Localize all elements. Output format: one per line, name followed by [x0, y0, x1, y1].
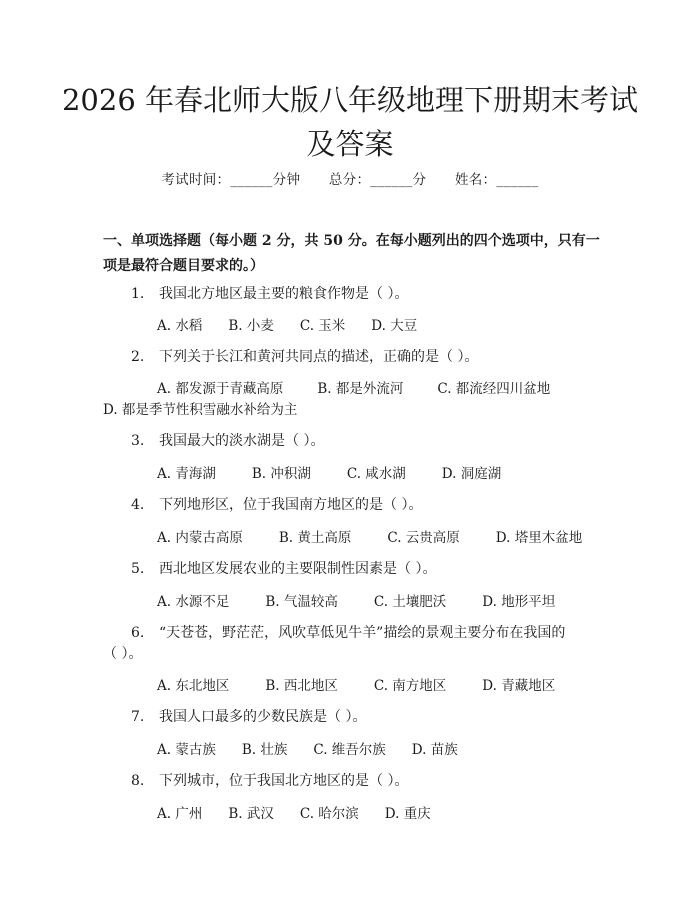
- option-b[interactable]: B. 冲积湖: [251, 466, 311, 482]
- question-number: 4.: [131, 497, 145, 513]
- title-line-1: 2026 年春北师大版八年级地理下册期末考试: [61, 83, 639, 117]
- option-a[interactable]: A. 都发源于青藏高原: [157, 381, 284, 397]
- option-d[interactable]: D. 大豆: [371, 318, 418, 334]
- question-number: 6.: [131, 625, 145, 641]
- total-score-field: 总分：______分: [328, 172, 427, 188]
- options-8: [157, 802, 457, 822]
- question-1: [131, 283, 408, 303]
- option-d[interactable]: D. 塔里木盆地: [495, 530, 583, 546]
- option-d[interactable]: D. 重庆: [384, 806, 431, 822]
- option-c[interactable]: C. 咸水湖: [346, 466, 406, 482]
- question-7: [131, 706, 366, 726]
- question-text: 下列关于长江和黄河共同点的描述，正确的是（ ）。: [159, 349, 479, 365]
- options-2-overflow: [103, 398, 323, 418]
- option-b[interactable]: B. 小麦: [228, 318, 274, 334]
- option-a[interactable]: A. 蒙古族: [157, 742, 216, 758]
- options-7: [157, 738, 484, 758]
- option-c[interactable]: C. 都流经四川盆地: [437, 381, 551, 397]
- option-d[interactable]: D. 苗族: [411, 742, 458, 758]
- title-line-2: 及答案: [306, 127, 394, 161]
- option-a[interactable]: A. 广州: [157, 806, 203, 822]
- question-5: [131, 558, 436, 578]
- options-1: [157, 314, 443, 334]
- option-b[interactable]: B. 都是外流河: [317, 381, 404, 397]
- question-8: [131, 770, 408, 790]
- options-4: [157, 526, 618, 546]
- question-text-continued: （ ）。: [103, 646, 143, 662]
- options-3: [157, 462, 537, 482]
- question-text: 我国最大的淡水湖是（ ）。: [159, 433, 325, 449]
- option-a[interactable]: A. 青海湖: [157, 466, 216, 482]
- option-d[interactable]: D. 都是季节性积雪融水补给为主: [103, 402, 298, 418]
- question-3: [131, 430, 324, 450]
- option-a[interactable]: A. 东北地区: [157, 678, 230, 694]
- question-4: [131, 494, 422, 514]
- options-5: [157, 590, 591, 610]
- option-b[interactable]: B. 西北地区: [265, 678, 338, 694]
- question-number: 8.: [131, 773, 145, 789]
- question-number: 1.: [131, 286, 145, 302]
- question-6-continued: [103, 643, 142, 663]
- option-d[interactable]: D. 青藏地区: [482, 678, 556, 694]
- option-a[interactable]: A. 水源不足: [157, 594, 230, 610]
- option-b[interactable]: B. 武汉: [228, 806, 274, 822]
- option-c[interactable]: C. 维吾尔族: [313, 742, 386, 758]
- question-text: 我国人口最多的少数民族是（ ）。: [159, 709, 367, 725]
- option-a[interactable]: A. 内蒙古高原: [157, 530, 243, 546]
- question-number: 2.: [131, 349, 145, 365]
- name-field: 姓名：______: [454, 172, 539, 188]
- question-text: 西北地区发展农业的主要限制性因素是（ ）。: [159, 561, 437, 577]
- option-c[interactable]: C. 南方地区: [373, 678, 447, 694]
- option-a[interactable]: A. 水稻: [157, 318, 203, 334]
- option-d[interactable]: D. 地形平坦: [482, 594, 556, 610]
- exam-meta: [0, 168, 700, 188]
- options-2: [157, 377, 584, 397]
- option-c[interactable]: C. 哈尔滨: [299, 806, 359, 822]
- question-text: 我国北方地区最主要的粮食作物是（ ）。: [159, 286, 409, 302]
- option-b[interactable]: B. 气温较高: [265, 594, 338, 610]
- question-6: [131, 622, 565, 642]
- option-c[interactable]: C. 土壤肥沃: [373, 594, 447, 610]
- option-d[interactable]: D. 洞庭湖: [441, 466, 502, 482]
- option-b[interactable]: B. 黄土高原: [278, 530, 352, 546]
- question-text: 下列地形区，位于我国南方地区的是（ ）。: [159, 497, 423, 513]
- question-number: 3.: [131, 433, 145, 449]
- exam-time-field: 考试时间：______分钟: [161, 172, 301, 188]
- section-heading: 一、单项选择题（每小题 2 分，共 50 分。在每小题列出的四个选项中，只有一项是最符合题目要求的。）: [103, 233, 600, 274]
- options-6: [157, 674, 591, 694]
- option-b[interactable]: B. 壮族: [241, 742, 288, 758]
- question-number: 7.: [131, 709, 145, 725]
- question-2: [131, 346, 478, 366]
- option-c[interactable]: C. 云贵高原: [387, 530, 460, 546]
- exam-title: [60, 78, 640, 166]
- question-text: “天苍苍，野茫茫，风吹草低见牛羊”描绘的景观主要分布在我国的: [159, 625, 566, 641]
- option-c[interactable]: C. 玉米: [299, 318, 346, 334]
- question-text: 下列城市，位于我国北方地区的是（ ）。: [159, 773, 409, 789]
- question-number: 5.: [131, 561, 145, 577]
